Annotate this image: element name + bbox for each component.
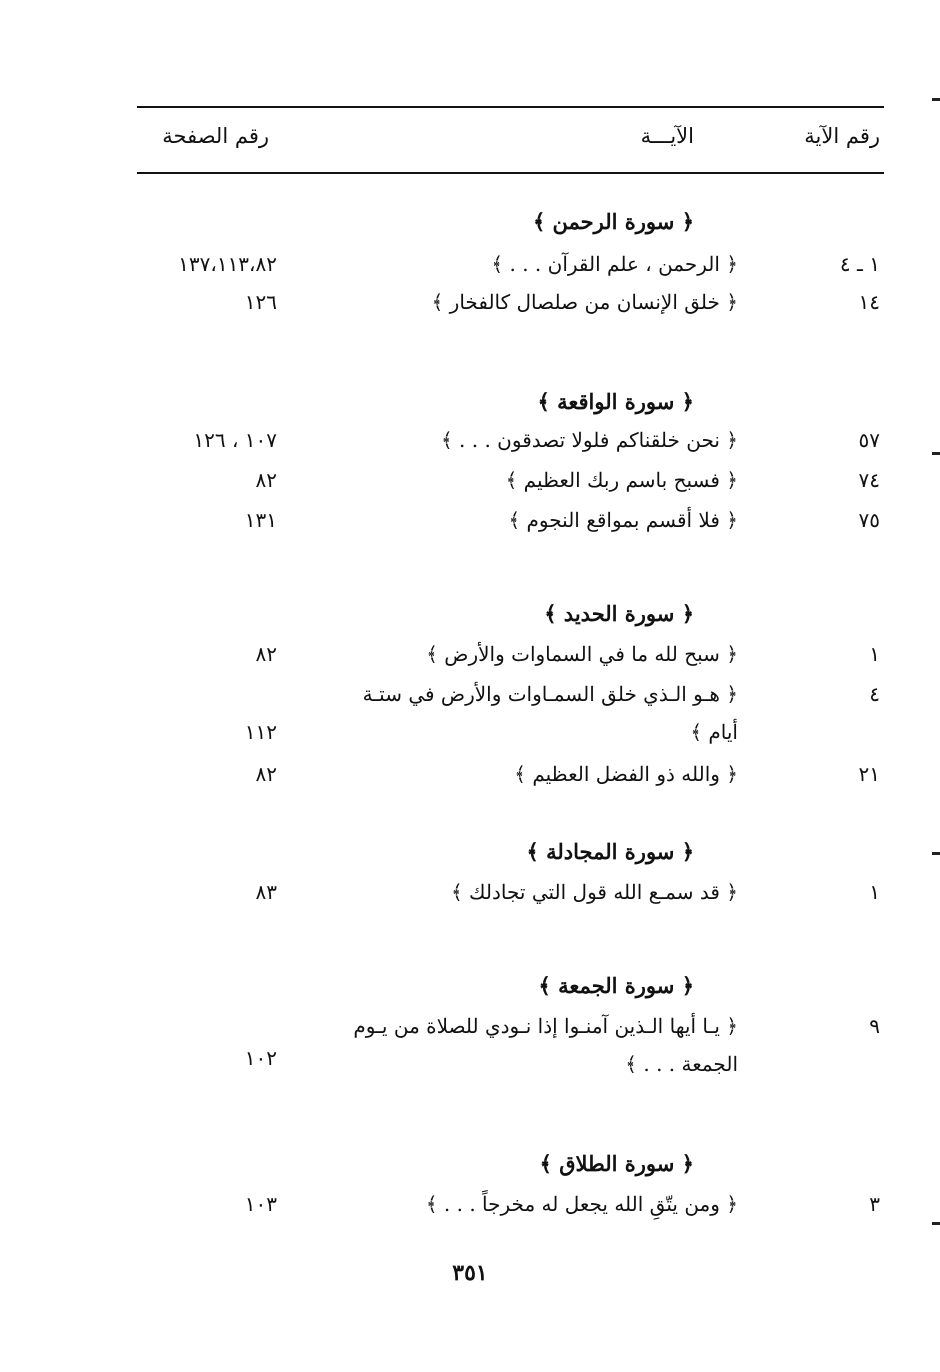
table-row bbox=[0, 636, 940, 672]
verse-number: ٥٧ bbox=[858, 428, 880, 452]
scan-edge-mark bbox=[932, 452, 940, 455]
page-refs: ١٠٢ bbox=[244, 1046, 277, 1070]
table-row bbox=[0, 462, 940, 498]
scan-edge-mark bbox=[932, 98, 940, 101]
verse-text: ﴿ فسبح باسم ربك العظيم ﴾ bbox=[505, 468, 738, 492]
verse-number: ١ bbox=[869, 880, 880, 904]
page-refs: ١٠٣ bbox=[244, 1192, 277, 1216]
table-row bbox=[0, 756, 940, 792]
verse-text: ﴿ الرحمن ، علم القرآن . . . ﴾ bbox=[491, 252, 738, 276]
surah-heading bbox=[0, 968, 940, 1004]
verse-number: ١ bbox=[869, 642, 880, 666]
surah-title: ﴿ سورة الجمعة ﴾ bbox=[538, 973, 694, 998]
verse-number: ٢١ bbox=[858, 762, 880, 786]
verse-text: ﴿ فلا أقسم بمواقع النجوم ﴾ bbox=[508, 508, 738, 532]
verse-number: ٩ bbox=[869, 1014, 880, 1038]
verse-number: ٧٥ bbox=[858, 508, 880, 532]
verse-text: ﴿ نحن خلقناكم فلولا تصدقون . . . ﴾ bbox=[440, 428, 738, 452]
table-row bbox=[0, 1186, 940, 1222]
verse-number: ٣ bbox=[869, 1192, 880, 1216]
table-row bbox=[0, 874, 940, 910]
table-row bbox=[0, 676, 940, 712]
header-page-number: رقم الصفحة bbox=[162, 124, 269, 148]
surah-title: ﴿ سورة المجادلة ﴾ bbox=[526, 839, 694, 864]
table-row bbox=[0, 502, 940, 538]
verse-text-continuation: الجمعة . . . ﴾ bbox=[625, 1052, 738, 1076]
page-refs: ٨٢ bbox=[255, 468, 277, 492]
table-row-continuation bbox=[0, 714, 940, 750]
scan-edge-mark bbox=[932, 852, 940, 855]
verse-text: ﴿ والله ذو الفضل العظيم ﴾ bbox=[514, 762, 738, 786]
page-refs: ٨٣ bbox=[255, 880, 277, 904]
surah-heading bbox=[0, 596, 940, 632]
surah-heading bbox=[0, 384, 940, 420]
surah-title: ﴿ سورة الواقعة ﴾ bbox=[537, 389, 694, 414]
verse-text: ﴿ خلق الإنسان من صلصال كالفخار ﴾ bbox=[431, 290, 738, 314]
page-refs: ١٠٧ ، ١٢٦ bbox=[193, 428, 277, 452]
table-row-continuation bbox=[0, 1046, 940, 1082]
surah-heading bbox=[0, 834, 940, 870]
header-rule bbox=[137, 172, 884, 174]
table-row bbox=[0, 422, 940, 458]
page-refs: ٨٢ bbox=[255, 642, 277, 666]
scan-edge-mark bbox=[932, 1222, 940, 1225]
surah-heading bbox=[0, 1146, 940, 1182]
page-refs: ١٣٧،١١٣،٨٢ bbox=[178, 252, 277, 276]
top-rule bbox=[137, 106, 884, 108]
header-verse-number: رقم الآية bbox=[804, 124, 880, 148]
surah-title: ﴿ سورة الرحمن ﴾ bbox=[532, 209, 694, 234]
surah-title: ﴿ سورة الطلاق ﴾ bbox=[539, 1151, 694, 1176]
verse-text: ﴿ ومن يتّقِ الله يجعل له مخرجاً . . . ﴾ bbox=[425, 1192, 738, 1216]
page-number: ٣٥١ bbox=[452, 1260, 488, 1286]
page-refs: ١٢٦ bbox=[244, 290, 277, 314]
verse-text: ﴿ هـو الـذي خلق السمـاوات والأرض في ستـة bbox=[362, 682, 738, 706]
verse-number: ١٤ bbox=[858, 290, 880, 314]
table-row bbox=[0, 246, 940, 282]
header-verse: الآيـــة bbox=[640, 124, 694, 148]
page-refs: ١٣١ bbox=[244, 508, 277, 532]
verse-text-continuation: أيام ﴾ bbox=[690, 720, 738, 744]
verse-text: ﴿ سبح لله ما في السماوات والأرض ﴾ bbox=[426, 642, 738, 666]
page-refs: ٨٢ bbox=[255, 762, 277, 786]
table-row bbox=[0, 1008, 940, 1044]
surah-title: ﴿ سورة الحديد ﴾ bbox=[544, 601, 694, 626]
verse-text: ﴿ يـا أيها الـذين آمنـوا إذا نـودي للصلاة من يـوم bbox=[353, 1014, 738, 1038]
verse-number: ٤ bbox=[869, 682, 880, 706]
surah-heading bbox=[0, 204, 940, 240]
verse-number: ٧٤ bbox=[858, 468, 880, 492]
verse-text: ﴿ قد سمـع الله قول التي تجادلك ﴾ bbox=[450, 880, 738, 904]
verse-number: ١ ـ ٤ bbox=[839, 252, 880, 276]
table-row bbox=[0, 284, 940, 320]
page-refs: ١١٢ bbox=[244, 720, 277, 744]
